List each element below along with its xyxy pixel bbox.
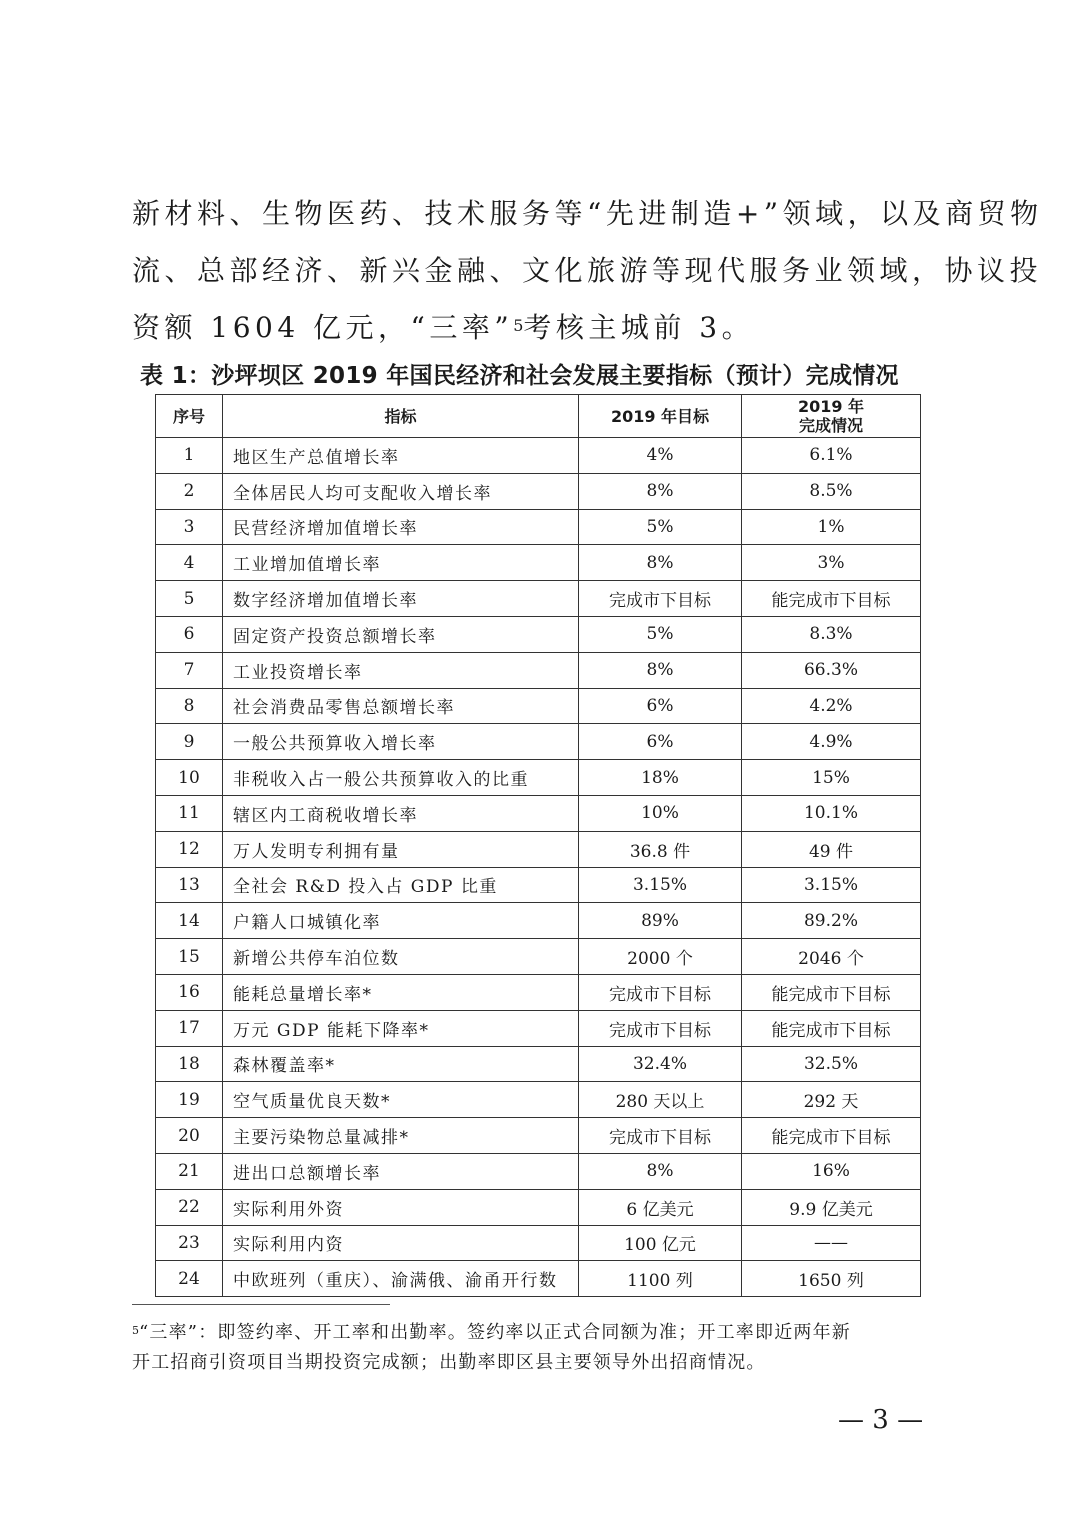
cell-actual: 能完成市下目标 xyxy=(742,581,921,617)
cell-indicator: 进出口总额增长率 xyxy=(223,1153,579,1189)
cell-indicator: 社会消费品零售总额增长率 xyxy=(223,688,579,724)
cell-actual: 能完成市下目标 xyxy=(742,1118,921,1154)
cell-no: 7 xyxy=(156,652,223,688)
cell-no: 3 xyxy=(156,509,223,545)
cell-actual: 3.15% xyxy=(742,867,921,903)
cell-no: 5 xyxy=(156,581,223,617)
cell-actual: 49 件 xyxy=(742,831,921,867)
cell-target: 完成市下目标 xyxy=(579,1118,742,1154)
cell-target: 完成市下目标 xyxy=(579,581,742,617)
cell-actual: 6.1% xyxy=(742,438,921,474)
cell-target: 280 天以上 xyxy=(579,1082,742,1118)
cell-target: 5% xyxy=(579,616,742,652)
footnote xyxy=(132,1318,947,1378)
cell-actual: 32.5% xyxy=(742,1046,921,1082)
cell-actual: 89.2% xyxy=(742,903,921,939)
cell-no: 12 xyxy=(156,831,223,867)
body-line-1: 新材料、生物医药、技术服务等“先进制造+”领域，以及商贸物 xyxy=(132,197,1043,230)
cell-indicator: 工业投资增长率 xyxy=(223,652,579,688)
cell-no: 1 xyxy=(156,438,223,474)
cell-actual: 1650 列 xyxy=(742,1261,921,1297)
cell-actual: 能完成市下目标 xyxy=(742,1010,921,1046)
cell-indicator: 空气质量优良天数* xyxy=(223,1082,579,1118)
cell-no: 16 xyxy=(156,974,223,1010)
cell-actual: 66.3% xyxy=(742,652,921,688)
cell-target: 8% xyxy=(579,652,742,688)
header-indicator: 指标 xyxy=(223,395,579,438)
cell-target: 6% xyxy=(579,724,742,760)
cell-target: 10% xyxy=(579,795,742,831)
table-row xyxy=(156,616,921,652)
cell-indicator: 固定资产投资总额增长率 xyxy=(223,616,579,652)
footnote-divider xyxy=(132,1304,390,1305)
cell-target: 36.8 件 xyxy=(579,831,742,867)
cell-no: 17 xyxy=(156,1010,223,1046)
footnote-line-2: 开工招商引资项目当期投资完成额；出勤率即区县主要领导外出招商情况。 xyxy=(132,1352,766,1373)
table-header-row xyxy=(156,395,921,438)
cell-target: 完成市下目标 xyxy=(579,1010,742,1046)
cell-no: 15 xyxy=(156,939,223,975)
cell-indicator: 主要污染物总量减排* xyxy=(223,1118,579,1154)
table-row xyxy=(156,1046,921,1082)
cell-indicator: 辖区内工商税收增长率 xyxy=(223,795,579,831)
cell-no: 2 xyxy=(156,473,223,509)
table-row xyxy=(156,724,921,760)
cell-target: 8% xyxy=(579,473,742,509)
indicator-table xyxy=(155,394,921,1297)
cell-target: 18% xyxy=(579,760,742,796)
cell-actual: 8.5% xyxy=(742,473,921,509)
cell-indicator: 一般公共预算收入增长率 xyxy=(223,724,579,760)
cell-actual: 能完成市下目标 xyxy=(742,974,921,1010)
table-caption: 表 1：沙坪坝区 2019 年国民经济和社会发展主要指标（预计）完成情况 xyxy=(140,363,899,389)
cell-indicator: 户籍人口城镇化率 xyxy=(223,903,579,939)
table-row xyxy=(156,867,921,903)
cell-target: 100 亿元 xyxy=(579,1225,742,1261)
table-row xyxy=(156,1118,921,1154)
cell-indicator: 全体居民人均可支配收入增长率 xyxy=(223,473,579,509)
cell-indicator: 民营经济增加值增长率 xyxy=(223,509,579,545)
cell-indicator: 实际利用内资 xyxy=(223,1225,579,1261)
cell-no: 19 xyxy=(156,1082,223,1118)
table-row xyxy=(156,1153,921,1189)
cell-no: 10 xyxy=(156,760,223,796)
cell-actual: 8.3% xyxy=(742,616,921,652)
header-target: 2019 年目标 xyxy=(579,395,742,438)
cell-actual: 4.2% xyxy=(742,688,921,724)
table-row xyxy=(156,1189,921,1225)
cell-no: 20 xyxy=(156,1118,223,1154)
cell-target: 89% xyxy=(579,903,742,939)
cell-indicator: 实际利用外资 xyxy=(223,1189,579,1225)
cell-no: 22 xyxy=(156,1189,223,1225)
cell-target: 2000 个 xyxy=(579,939,742,975)
table-row xyxy=(156,1010,921,1046)
cell-indicator: 全社会 R&D 投入占 GDP 比重 xyxy=(223,867,579,903)
cell-indicator: 工业增加值增长率 xyxy=(223,545,579,581)
cell-actual: 9.9 亿美元 xyxy=(742,1189,921,1225)
table-row xyxy=(156,1225,921,1261)
body-line-2: 流、总部经济、新兴金融、文化旅游等现代服务业领域，协议投 xyxy=(132,254,1043,287)
cell-target: 5% xyxy=(579,509,742,545)
cell-target: 6% xyxy=(579,688,742,724)
cell-target: 完成市下目标 xyxy=(579,974,742,1010)
cell-indicator: 能耗总量增长率* xyxy=(223,974,579,1010)
cell-indicator: 新增公共停车泊位数 xyxy=(223,939,579,975)
table-row xyxy=(156,652,921,688)
table-row xyxy=(156,1261,921,1297)
cell-target: 1100 列 xyxy=(579,1261,742,1297)
cell-no: 21 xyxy=(156,1153,223,1189)
cell-no: 11 xyxy=(156,795,223,831)
table-row xyxy=(156,831,921,867)
cell-actual: 3% xyxy=(742,545,921,581)
cell-actual: 292 天 xyxy=(742,1082,921,1118)
page-number: — 3 — xyxy=(838,1405,924,1435)
table-row xyxy=(156,688,921,724)
cell-actual: 15% xyxy=(742,760,921,796)
cell-no: 8 xyxy=(156,688,223,724)
cell-target: 4% xyxy=(579,438,742,474)
cell-actual: 16% xyxy=(742,1153,921,1189)
cell-actual: 2046 个 xyxy=(742,939,921,975)
cell-no: 18 xyxy=(156,1046,223,1082)
cell-no: 14 xyxy=(156,903,223,939)
cell-indicator: 万人发明专利拥有量 xyxy=(223,831,579,867)
cell-target: 3.15% xyxy=(579,867,742,903)
cell-indicator: 非税收入占一般公共预算收入的比重 xyxy=(223,760,579,796)
table-row xyxy=(156,545,921,581)
table-row xyxy=(156,509,921,545)
cell-no: 4 xyxy=(156,545,223,581)
cell-no: 24 xyxy=(156,1261,223,1297)
table-row xyxy=(156,438,921,474)
header-actual: 2019 年 完成情况 xyxy=(742,395,921,438)
header-no: 序号 xyxy=(156,395,223,438)
table-body xyxy=(156,438,921,1297)
table-row xyxy=(156,473,921,509)
cell-target: 6 亿美元 xyxy=(579,1189,742,1225)
footnote-line-1: $^5$“三率”：即签约率、开工率和出勤率。签约率以正式合同额为准；开工率即近两年新 xyxy=(132,1322,852,1343)
table-row xyxy=(156,939,921,975)
footnote-ref[interactable]: 5 xyxy=(513,316,524,335)
cell-no: 6 xyxy=(156,616,223,652)
body-paragraph xyxy=(132,185,1043,356)
cell-actual: 1% xyxy=(742,509,921,545)
cell-indicator: 地区生产总值增长率 xyxy=(223,438,579,474)
cell-indicator: 数字经济增加值增长率 xyxy=(223,581,579,617)
cell-no: 9 xyxy=(156,724,223,760)
cell-target: 32.4% xyxy=(579,1046,742,1082)
table-row xyxy=(156,1082,921,1118)
cell-indicator: 万元 GDP 能耗下降率* xyxy=(223,1010,579,1046)
cell-target: 8% xyxy=(579,1153,742,1189)
table-row xyxy=(156,903,921,939)
table-row xyxy=(156,760,921,796)
cell-actual: 4.9% xyxy=(742,724,921,760)
table-row xyxy=(156,581,921,617)
body-line-3: 资额 1604 亿元，“三率”$^5$考核主城前 3。 xyxy=(132,311,755,344)
table-row xyxy=(156,974,921,1010)
cell-actual: —— xyxy=(742,1225,921,1261)
table-row xyxy=(156,795,921,831)
cell-no: 13 xyxy=(156,867,223,903)
cell-indicator: 森林覆盖率* xyxy=(223,1046,579,1082)
cell-indicator: 中欧班列（重庆）、渝满俄、渝甬开行数 xyxy=(223,1261,579,1297)
cell-actual: 10.1% xyxy=(742,795,921,831)
cell-no: 23 xyxy=(156,1225,223,1261)
cell-target: 8% xyxy=(579,545,742,581)
